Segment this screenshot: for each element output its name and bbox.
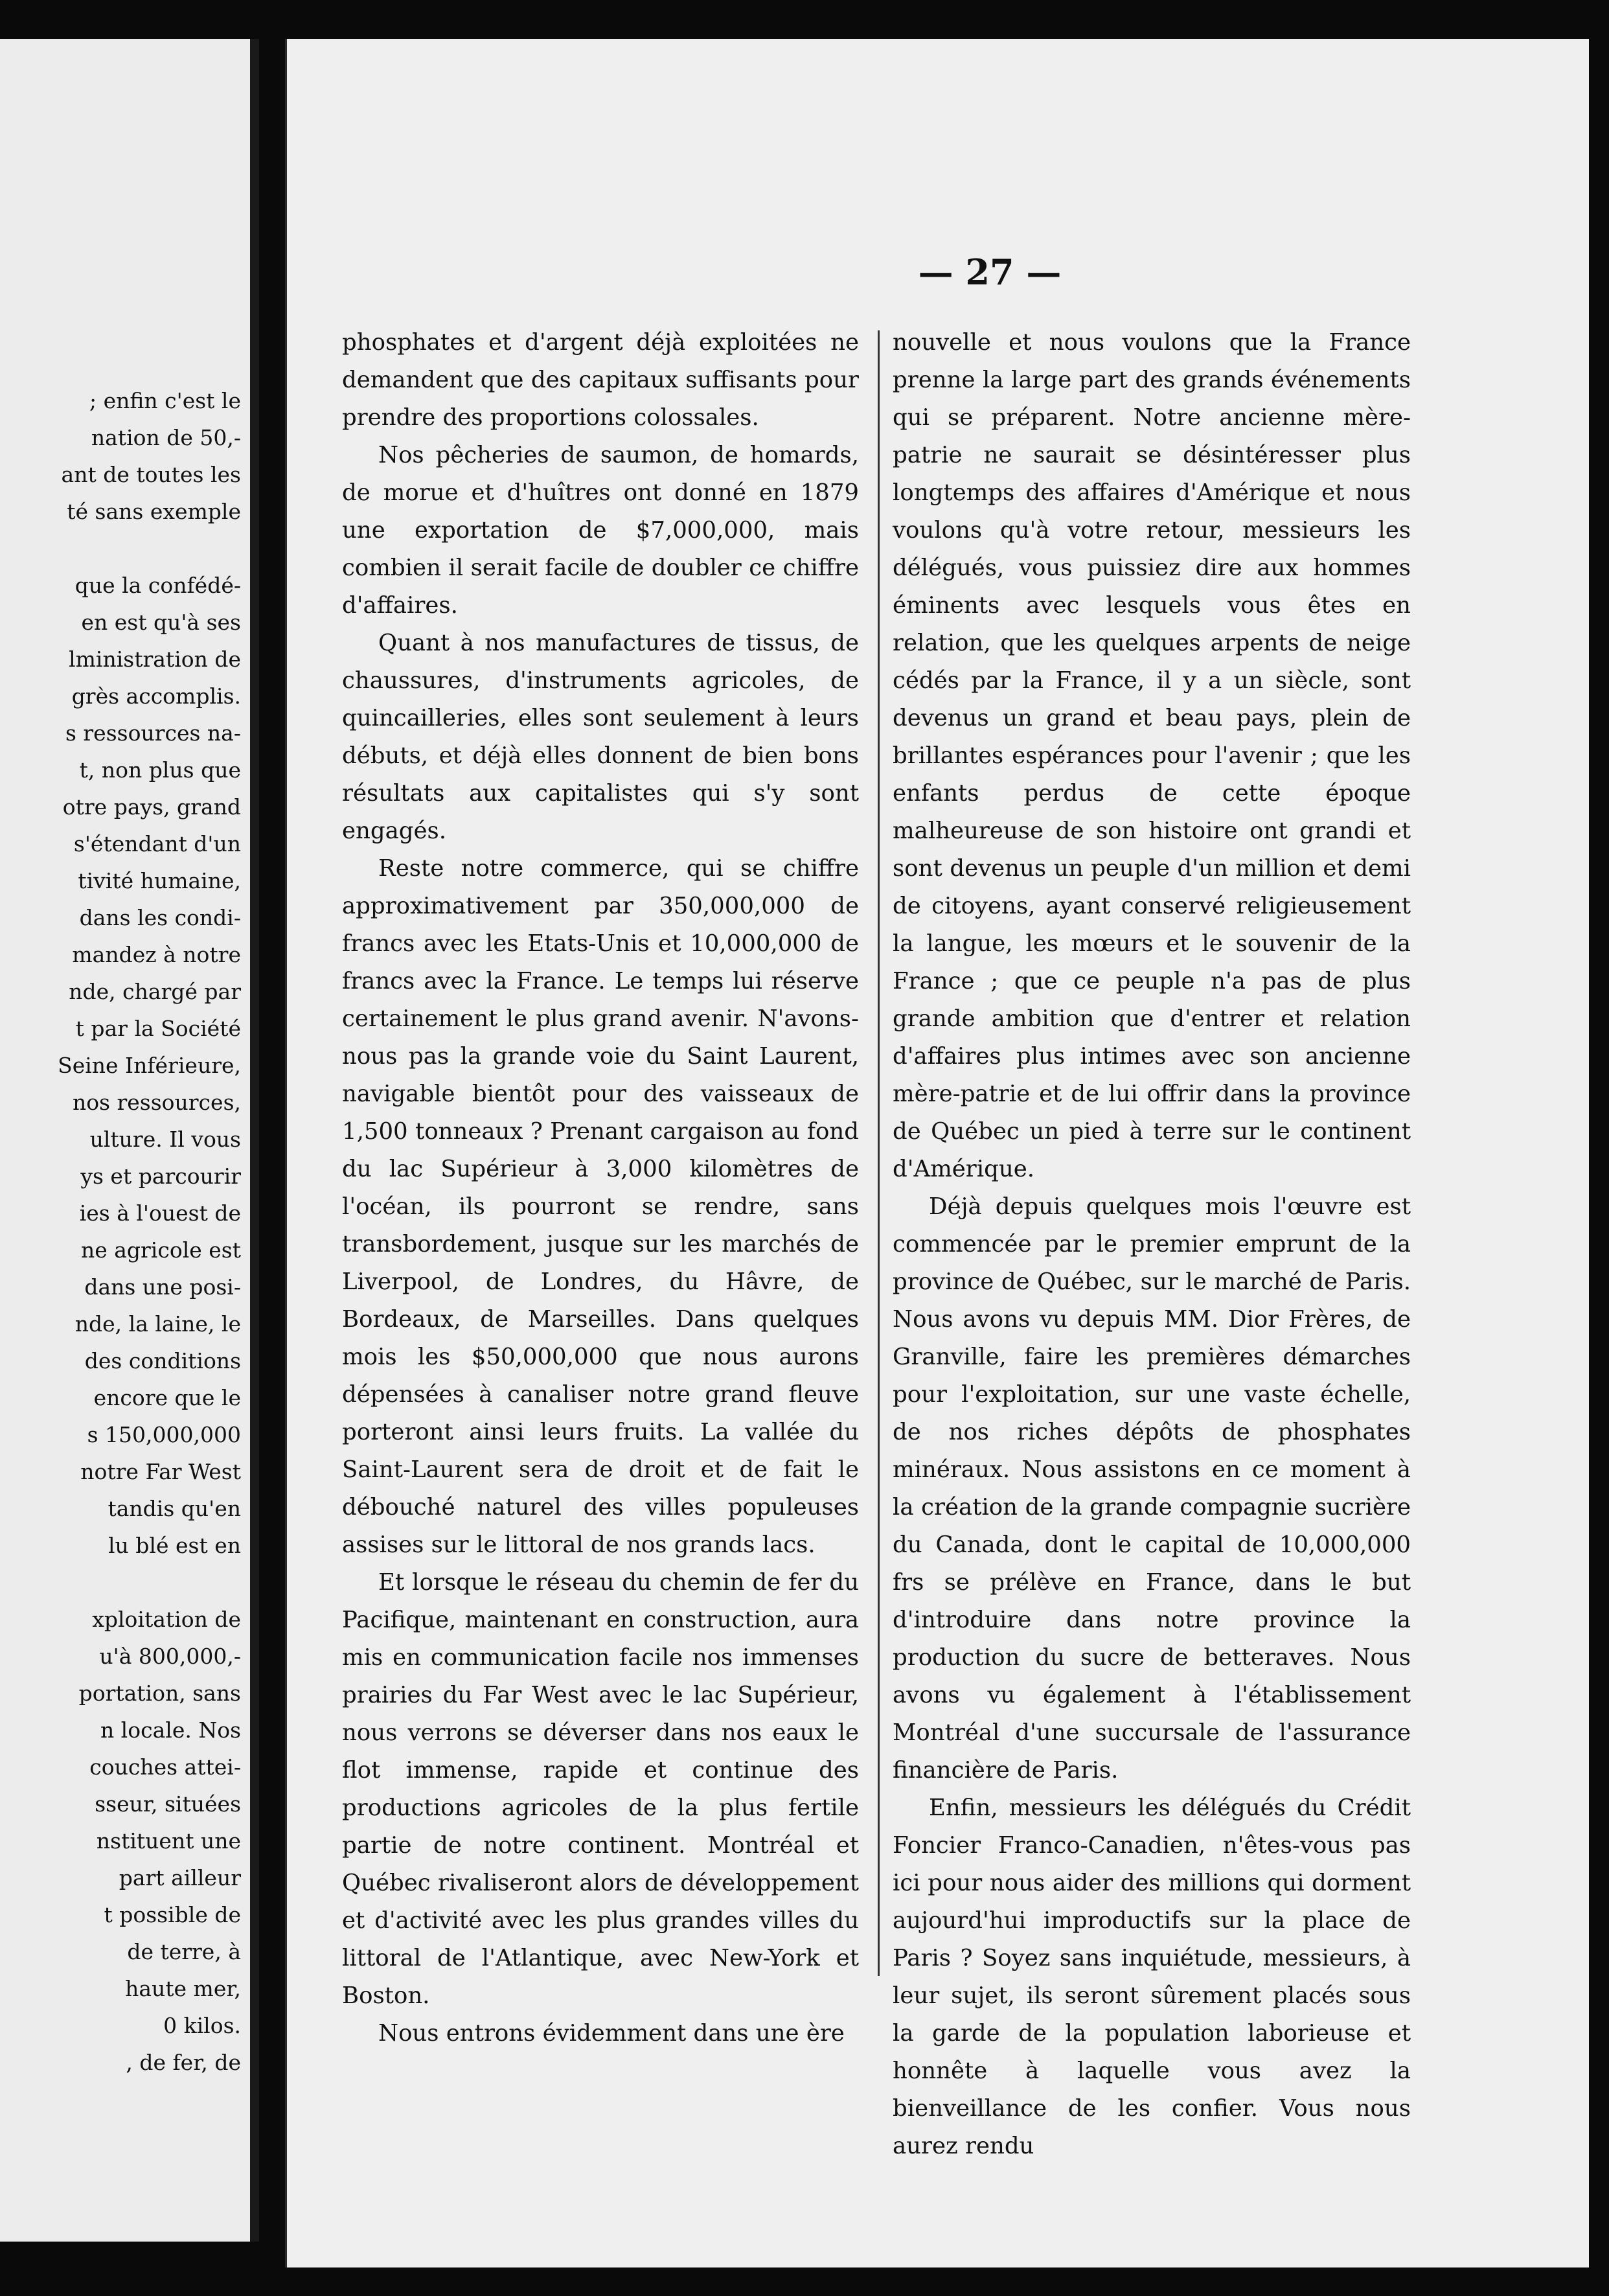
left-fragment-line: té sans exemple (67, 499, 241, 524)
left-fragment-line: des conditions (84, 1348, 241, 1373)
left-fragment-line: t possible de (104, 1902, 241, 1927)
left-page-fragment (0, 39, 253, 2242)
left-fragment-line: lministration de (69, 647, 241, 672)
left-fragment-line: ant de toutes les (61, 462, 241, 487)
left-fragment-line: , de fer, de (126, 2050, 241, 2075)
page-header (287, 251, 1589, 293)
paragraph: Nous entrons évidemment dans une ère (378, 2020, 845, 2047)
left-fragment-line: mandez à notre (72, 942, 241, 967)
column-divider (878, 330, 880, 1976)
page-number: — 27 — (918, 251, 1062, 293)
left-fragment-line: grès accomplis. (71, 683, 241, 709)
left-fragment-line: lu blé est en (108, 1533, 241, 1558)
left-fragment-line: dans une posi- (84, 1274, 241, 1300)
left-fragment-line: otre pays, grand (62, 794, 241, 820)
left-fragment-line: s 150,000,000 (87, 1422, 241, 1447)
left-fragment-line: couches attei- (89, 1754, 241, 1780)
left-fragment-line: haute mer, (125, 1976, 241, 2001)
left-fragment-line: nstituent une (96, 1828, 241, 1854)
left-fragment-line: de terre, à (127, 1939, 241, 1964)
left-fragment-line: xploitation de (92, 1607, 241, 1632)
left-fragment-line: nde, chargé par (69, 979, 241, 1004)
left-fragment-line: s'étendant d'un (73, 831, 241, 856)
paragraph: Enfin, messieurs les délégués du Crédit Foncier Franco-Canadien, n'êtes-vous pas ici pour nous aider des millions qui dorment aujourd'hui improductifs sur la place de Paris ? Soyez sans inquiétude, messieurs, à leur sujet, ils seront sûrement placés sous la garde de la population laborieuse et honnête à laquelle vous avez la bienveillance de les confier. Vous nous aurez rendu (893, 1795, 1411, 2159)
left-fragment-line: t, non plus que (79, 757, 241, 783)
left-fragment-line: ys et parcourir (80, 1164, 241, 1189)
left-fragment-line: que la confédé- (74, 573, 241, 598)
left-fragment-line: ne agricole est (80, 1237, 241, 1263)
left-fragment-line: s ressources na- (65, 720, 241, 746)
left-fragment-line: encore que le (93, 1385, 241, 1410)
paragraph: phosphates et d'argent déjà exploitées ne demandent que des capitaux suffisants pour prendre des proportions colossales. (342, 329, 859, 431)
left-fragment-line: t par la Société (75, 1016, 241, 1041)
left-fragment-gap (0, 530, 241, 567)
paragraph: Quant à nos manufactures de tissus, de chaussures, d'instruments agricoles, de quincailleries, elles sont seulement à leurs débuts, et déjà elles donnent de bien bons résultats aux capitalistes qui s'y sont engagés. (342, 630, 859, 844)
right-column (893, 324, 1411, 2165)
left-page-text (0, 382, 241, 2081)
left-fragment-line: n locale. Nos (100, 1717, 241, 1743)
left-fragment-line: ; enfin c'est le (89, 388, 241, 413)
left-fragment-line: ies à l'ouest de (79, 1200, 241, 1226)
left-fragment-line: portation, sans (78, 1681, 241, 1706)
main-page (285, 39, 1589, 2267)
paragraph: Nos pêcheries de saumon, de homards, de morue et d'huîtres ont donné en 1879 une exportation de $7,000,000, mais combien il serait facile de doubler ce chiffre d'affaires. (342, 442, 859, 619)
left-fragment-line: sseur, situées (95, 1791, 241, 1817)
left-fragment-line: nos ressources, (72, 1090, 241, 1115)
left-fragment-line: part ailleur (119, 1865, 241, 1890)
left-fragment-line: u'à 800,000,- (99, 1644, 241, 1669)
left-fragment-gap (0, 1564, 241, 1601)
left-fragment-line: tivité humaine, (78, 868, 241, 893)
paragraph: Reste notre commerce, qui se chiffre approximativement par 350,000,000 de francs avec les Etats-Unis et 10,000,000 de francs avec la France. Le temps lui réserve certainement le plus grand avenir. N'avons-nous pas la grande voie du Saint Laurent, navigable bientôt pour des vaisseaux de 1,500 tonneaux ? Prenant cargaison au fond du lac Supérieur à 3,000 kilomètres de l'océan, ils pourront se rendre, sans transbordement, jusque sur les marchés de Liverpool, de Londres, du Hâvre, de Bordeaux, de Marseilles. Dans quelques mois les $50,000,000 que nous aurons dépensées à canaliser notre grand fleuve porteront ainsi leurs fruits. La vallée du Saint-Laurent sera de droit et de fait le débouché naturel des villes populeuses assises sur le littoral de nos grands lacs. (342, 855, 859, 1558)
paragraph: Et lorsque le réseau du chemin de fer du Pacifique, maintenant en construction, aura mis en communication facile nos immenses prairies du Far West avec le lac Supérieur, nous verrons se déverser dans nos eaux le flot immense, rapide et continue des productions agricoles de la plus fertile partie de notre continent. Montréal et Québec rivaliseront alors de développement et d'activité avec les plus grandes villes du littoral de l'Atlantique, avec New-York et Boston. (342, 1569, 859, 2009)
left-fragment-line: ulture. Il vous (89, 1127, 241, 1152)
left-fragment-line: nde, la laine, le (74, 1311, 241, 1337)
left-fragment-line: tandis qu'en (108, 1496, 241, 1521)
left-fragment-line: 0 kilos. (163, 2013, 241, 2038)
left-fragment-line: nation de 50,- (91, 425, 241, 450)
left-fragment-line: dans les condi- (79, 905, 241, 930)
left-column (342, 324, 859, 2052)
left-fragment-line: notre Far West (80, 1459, 241, 1484)
paragraph: Déjà depuis quelques mois l'œuvre est commencée par le premier emprunt de la province de Québec, sur le marché de Paris. Nous avons vu depuis MM. Dior Frères, de Granville, faire les premières démarches pour l'exploitation, sur une vaste échelle, de nos riches dépôts de phosphates minéraux. Nous assistons en ce moment à la création de la grande compagnie sucrière du Canada, dont le capital de 10,000,000 frs se prélève en France, dans le but d'introduire dans notre province la production du sucre de betteraves. Nous avons vu également à l'établissement Montréal d'une succursale de l'assurance financière de Paris. (893, 1193, 1411, 1784)
left-fragment-line: en est qu'à ses (81, 610, 241, 635)
paragraph: nouvelle et nous voulons que la France prenne la large part des grands événements qui se préparent. Notre ancienne mère-patrie ne saurait se désintéresser plus longtemps des affaires d'Amérique et nous voulons qu'à votre retour, messieurs les délégués, vous puissiez dire aux hommes éminents avec lesquels vous êtes en relation, que les quelques arpents de neige cédés par la France, il y a un siècle, sont devenus un grand et beau pays, plein de brillantes espérances pour l'avenir ; que les enfants perdus de cette époque malheureuse de son histoire ont grandi et sont devenus un peuple d'un million et demi de citoyens, ayant conservé religieusement la langue, les mœurs et le souvenir de la France ; que ce peuple n'a pas de plus grande ambition que d'entrer et relation d'affaires plus intimes avec son ancienne mère-patrie et de lui offrir dans la province de Québec un pied à terre sur le continent d'Amérique. (893, 329, 1411, 1182)
left-fragment-line: Seine Inférieure, (58, 1053, 241, 1078)
